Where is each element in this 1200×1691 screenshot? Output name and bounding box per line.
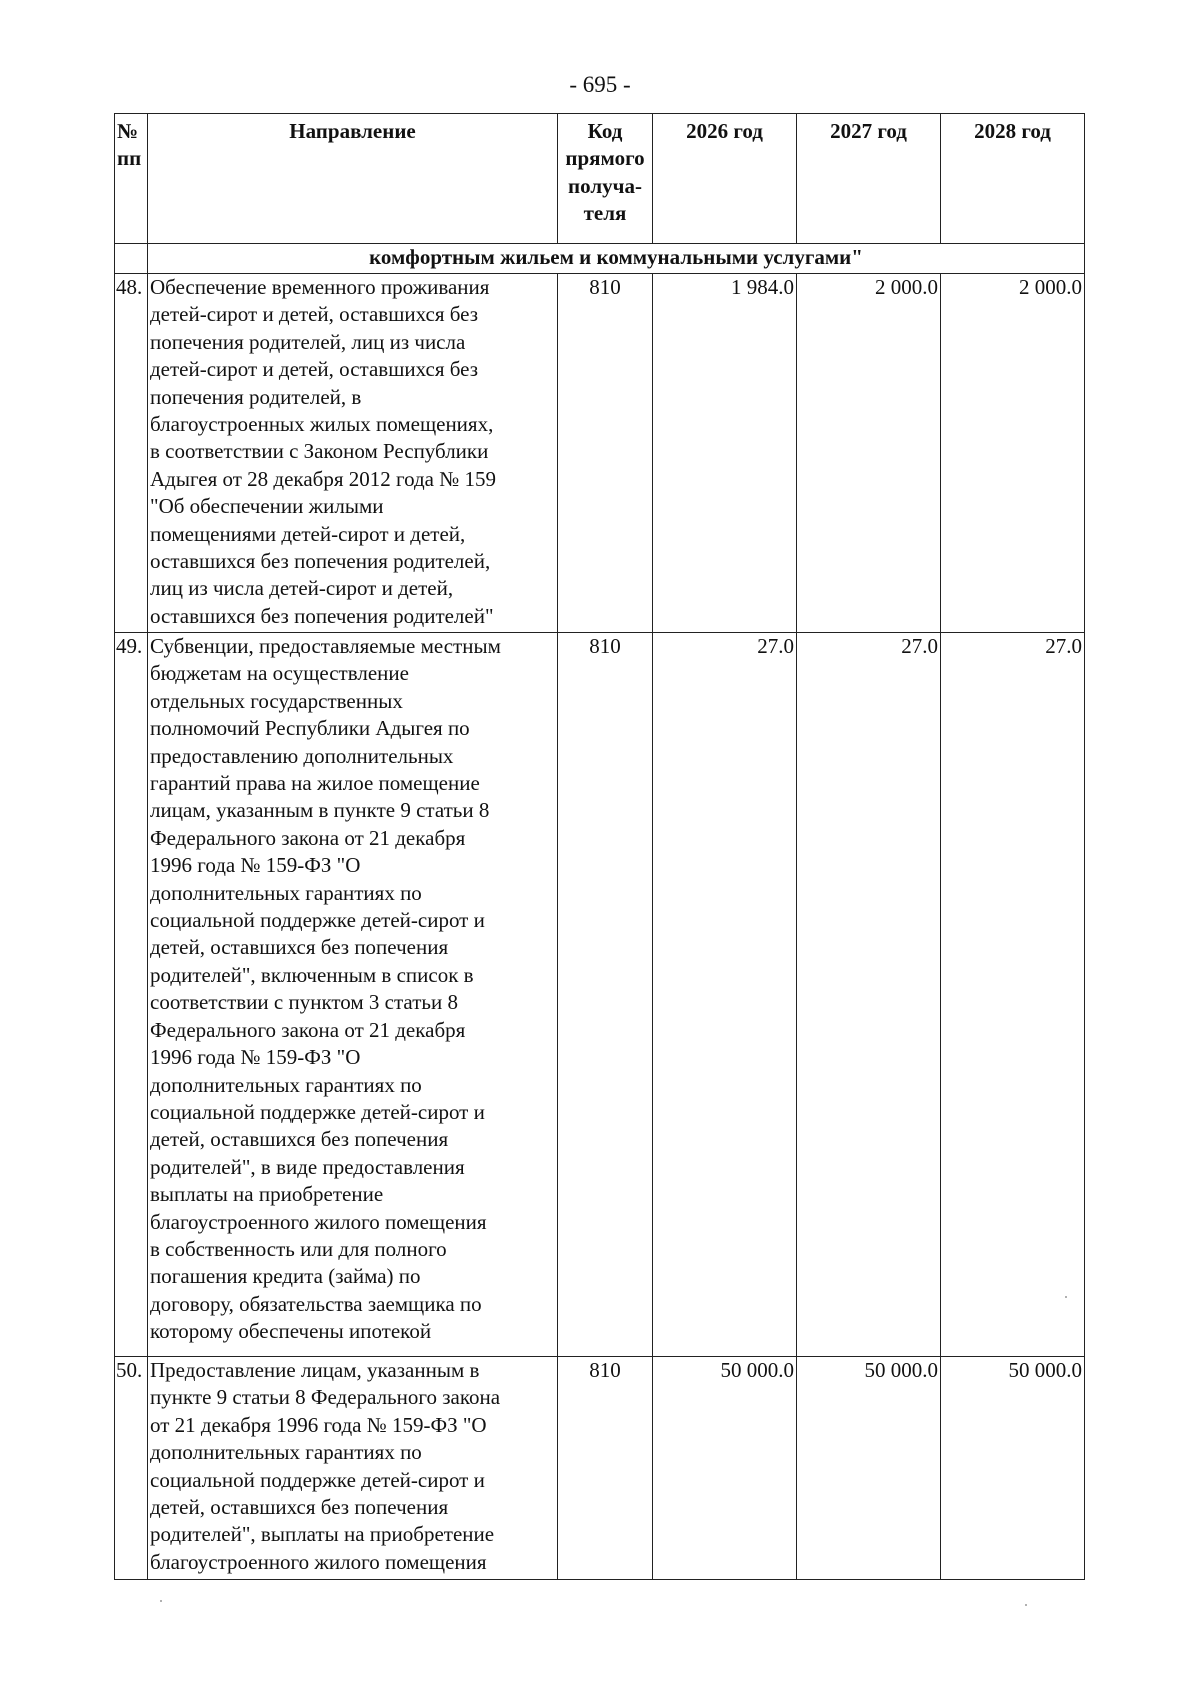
row-value-2026: 1 984.0 xyxy=(653,274,797,633)
row-direction-cell xyxy=(148,633,558,1357)
row-value-2028: 2 000.0 xyxy=(941,274,1085,633)
row-direction: Предоставление лицам, указанным в пункте 9 статьи 8 Федерального закона от 21 декабря 1996 года № 159-ФЗ "О дополнительных гарантиях по социальной поддержке детей-сирот и детей, оставшихся без попечения родителей", выплаты на приобретение благоустроенного жилого помещения xyxy=(150,1358,501,1574)
row-direction-cell xyxy=(148,1357,558,1580)
row-direction: Обеспечение временного проживания детей-сирот и детей, оставшихся без попечения родителей, лиц из числа детей-сирот и детей, оставшихся без попечения родителей, в благоустроенных жилых помещениях, в соответствии с Законом Республики Адыгея от 28 декабря 2012 года № 159 "Об обеспечении жилыми помещениями детей-сирот и детей, оставшихся без попечения родителей, лиц из числа детей-сирот и детей, оставшихся без попечения родителей" xyxy=(150,275,497,628)
row-code: 810 xyxy=(558,274,653,633)
row-value-2028: 50 000.0 xyxy=(941,1357,1085,1580)
scan-speck xyxy=(1065,1296,1067,1298)
row-number: 48. xyxy=(115,274,148,633)
header-2027: 2027 год xyxy=(797,114,941,244)
row-code: 810 xyxy=(558,1357,653,1580)
row-value-2027: 27.0 xyxy=(797,633,941,1357)
section-num-cell xyxy=(115,244,148,274)
row-number: 49. xyxy=(115,633,148,1357)
row-number: 50. xyxy=(115,1357,148,1580)
scan-speck xyxy=(160,1600,162,1602)
scan-speck xyxy=(1025,1604,1027,1606)
row-direction-cell xyxy=(148,274,558,633)
table-row xyxy=(115,1357,1085,1580)
row-value-2027: 50 000.0 xyxy=(797,1357,941,1580)
row-value-2028: 27.0 xyxy=(941,633,1085,1357)
table-header-row xyxy=(115,114,1085,244)
header-2026: 2026 год xyxy=(653,114,797,244)
page-number: - 695 - xyxy=(569,72,631,97)
row-value-2026: 27.0 xyxy=(653,633,797,1357)
budget-table xyxy=(114,113,1085,1580)
section-title: комфортным жильем и коммунальными услугами" xyxy=(148,244,1085,274)
header-num: № пп xyxy=(115,114,148,244)
row-value-2026: 50 000.0 xyxy=(653,1357,797,1580)
table-row xyxy=(115,274,1085,633)
row-value-2027: 2 000.0 xyxy=(797,274,941,633)
header-direction: Направление xyxy=(148,114,558,244)
row-direction: Субвенции, предоставляемые местным бюджетам на осуществление отдельных государственных полномочий Республики Адыгея по предоставлению дополнительных гарантий права на жилое помещение лицам, указанным в пункте 9 статьи 8 Федерального закона от 21 декабря 1996 года № 159-ФЗ "О дополнительных гарантиях по социальной поддержке детей-сирот и детей, оставшихся без попечения родителей", включенным в список в соответствии с пунктом 3 статьи 8 Федерального закона от 21 декабря 1996 года № 159-ФЗ "О дополнительных гарантиях по социальной поддержке детей-сирот и детей, оставшихся без попечения родителей", в виде предоставления выплаты на приобретение благоустроенного жилого помещения в собственность или для полного погашения кредита (займа) по договору, обязательства заемщика по которому обеспечены ипотекой xyxy=(150,634,501,1344)
table-row xyxy=(115,633,1085,1357)
header-2028: 2028 год xyxy=(941,114,1085,244)
section-row xyxy=(115,244,1085,274)
header-code: Код прямого получа-теля xyxy=(558,114,653,244)
row-code: 810 xyxy=(558,633,653,1357)
